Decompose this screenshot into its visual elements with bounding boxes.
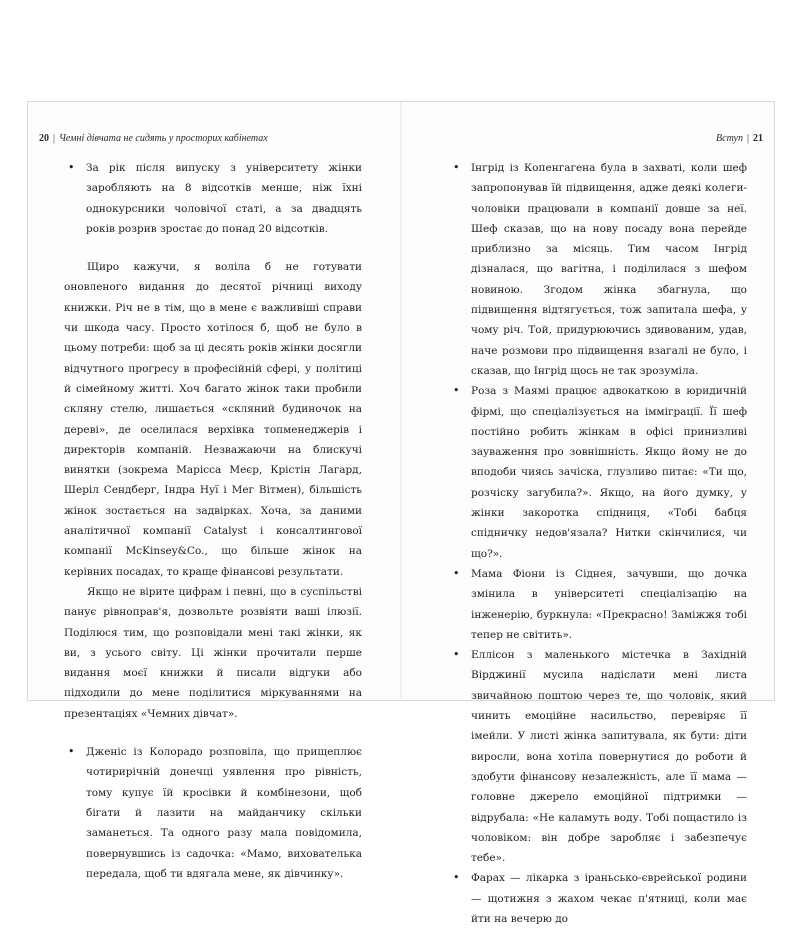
page-fold [400, 102, 402, 700]
bullet-item: • Інгрід із Копенгагена була в захваті, коли шеф запропонував їй підвищення, адже деякі колеги-чоловіки працювали в компанії довше за неї. Шеф сказав, що на нову посаду вона перейде приблизно за місяць. Тим часом Інгрід дізналася, що вагітна, і поділилася з шефом новиною. Згодом жінка збагнула, що підвищення відтягується, тож запитала шефа, у чому річ. Той, придурюючись здивованим, удав, наче розмови про підвищення взагалі не було, і сказав, що Інгрід щось не так зрозуміла. [449, 158, 747, 381]
left-page-header [39, 133, 268, 144]
paragraph: Якщо не вірите цифрам і певні, що в суспільстві панує рівноправ'я, дозвольте розвіяти ваші ілюзії. Поділюся тим, що розповідали мені такі жінки, як ви, з усього світу. Ці жінки прочитали перше видання моєї книжки й писали відгуки або підходили до мене поділитися міркуваннями на презентаціях «Чемних дівчат». [64, 585, 362, 720]
book-spread [27, 101, 775, 925]
header-separator: | [746, 133, 749, 144]
bullet-item: • Фарах — лікарка з іраньсько-єврейської родини — щотижня з жахом чекає п'ятниці, коли має йти на вечерю до [449, 868, 747, 929]
header-separator: | [53, 133, 56, 144]
bullet-item: • Еллісон з маленького містечка в Західній Вірджинії мусила надіслати мені листа звичайною поштою через те, що чоловік, який чинить емоційне насильство, перевіряє її імейли. У листі жінка запитувала, як бути: діти виросли, вона хотіла повернутися до роботи й здобути фінансову незалежність, але її мама — головне джерело емоційної підтримки — відрубала: «Не каламуть воду. Тобі пощастило із чоловіком: він добре заробляє і забезпечує тебе». [449, 645, 747, 868]
chapter-title: Вступ [716, 133, 743, 144]
bullet-item: • Мама Фіони із Сіднея, зачувши, що дочка змінила в університеті спеціалізацію на інженерію, буркнула: «Прекрасно! Заміжжя тобі тепер не світить». [449, 564, 747, 645]
left-page-number: 20 [39, 133, 49, 144]
paragraph: Щиро кажучи, я воліла б не готувати оновленого видання до десятої річниці виходу книжки. Річ не в тім, що в мене є важливіші справи чи шкода часу. Просто хотілося б, щоб не було в цьому потреби: щоб за ці десять років жінки досягли відчутного прогресу в професійній сфері, у політиці й сімейному житті. Хоч багато жінок таки пробили скляну стелю, лишається «скляний будиночок на дереві», де оселилася верхівка топменеджерів і директорів компаній. Незважаючи на блискучі винятки (зокрема Марісса Меєр, Крістін Лагард, Шеріл Сендберг, Індра Нуї і Мег Вітмен), більшість жінок зостається на задвірках. Хоча, за даними аналітичної компанії Catalyst і консалтингової компанії McKinsey&Co., що більше жінок на керівних посадах, то краще фінансові результати. [64, 261, 362, 578]
bullet-item: • Роза з Маямі працює адвокаткою в юридичній фірмі, що спеціалізується на імміграції. Її шеф постійно робить жінкам в офісі принизливі зауваження про зовнішність. Якщо йому не до вподоби чиясь зачіска, глузливо питає: «Ти що, розчіску загубила?». Якщо, на його думку, у жінки закоротка спідниця, «Тобі бабця спідничку недов'язала? Нитки скінчилися, чи що?». [449, 381, 747, 564]
running-title: Чемні дівчата не сидять у просторих кабінетах [59, 133, 268, 144]
bullet-item: • Дженіс із Колорадо розповіла, що прищеплює чотирирічній донечці уявлення про рівність, тому купує їй кросівки й комбінезони, щоб бігати й лазити на майданчику скільки заманеться. Та одного разу мала повідомила, повернувшись із садочка: «Мамо, вихователька передала, щоб ти вдягала мене, як дівчинку». [64, 742, 362, 884]
right-page-body [449, 158, 747, 929]
left-page-body [64, 158, 362, 884]
right-page-number: 21 [753, 133, 763, 144]
right-page-header [716, 133, 763, 144]
bullet-item: • За рік після випуску з університету жінки заробляють на 8 відсотків менше, ніж їхні однокурсники чоловічої статі, а за двадцять років розрив зростає до понад 20 відсотків. [64, 158, 362, 239]
